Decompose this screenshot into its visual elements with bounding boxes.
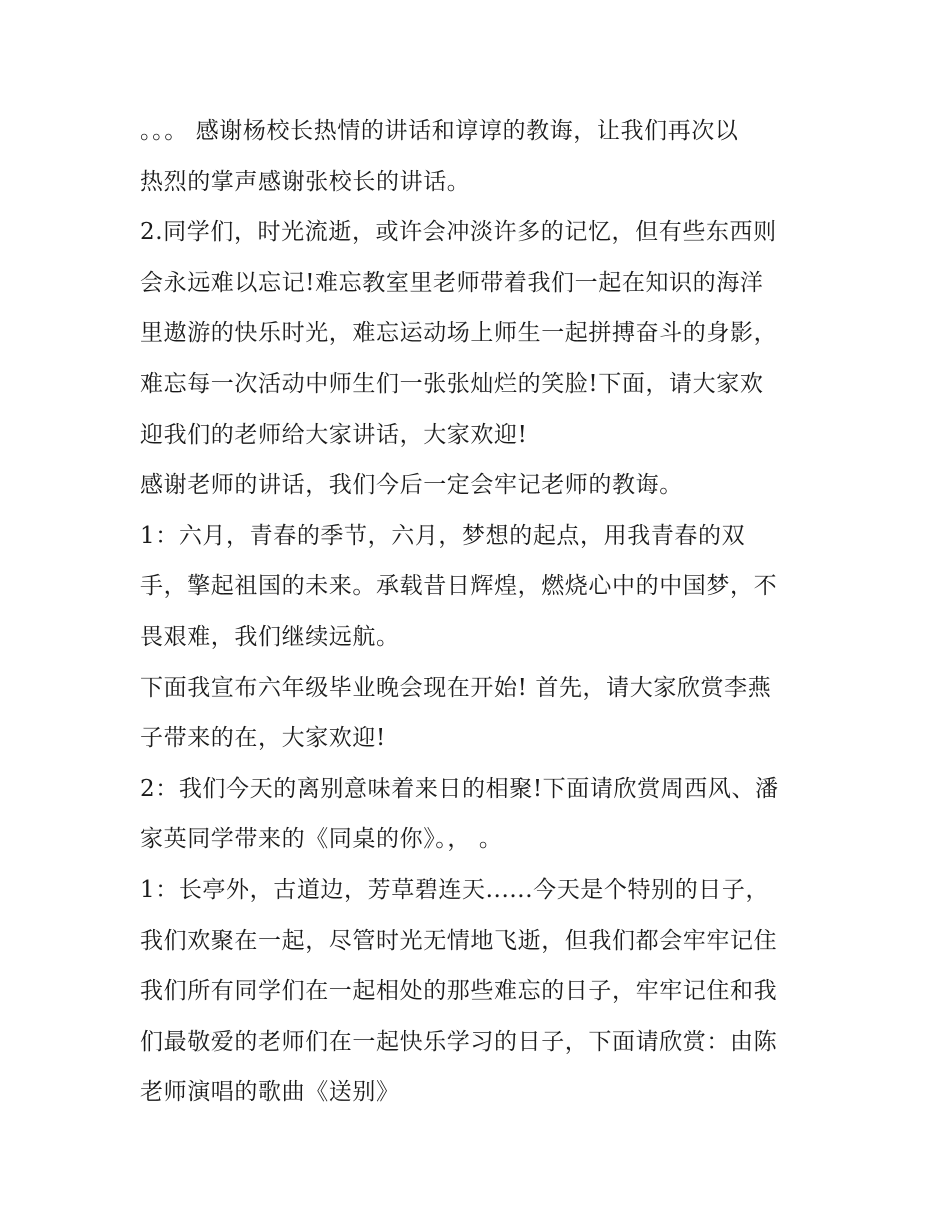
text-line: 会永远难以忘记!难忘教室里老师带着我们一起在知识的海洋 [140, 269, 764, 296]
text-line: 。。。 感谢杨校长热情的讲话和谆谆的教诲，让我们再次以 [140, 118, 739, 144]
text-line: 1：六月，青春的季节，六月，梦想的起点，用我青春的双 [140, 522, 746, 549]
text-line: 畏艰难，我们继续远航。 [140, 623, 400, 650]
text-line: 2.同学们，时光流逝，或许会冲淡许多的记忆，但有些东西则 [140, 219, 777, 246]
text-line: 下面我宣布六年级毕业晚会现在开始! 首先，请大家欣赏李燕 [140, 674, 772, 701]
text-line: 老师演唱的歌曲《送别》 [140, 1079, 400, 1106]
text-line: 里遨游的快乐时光，难忘运动场上师生一起拼搏奋斗的身影， [140, 320, 778, 347]
text-line: 手，擎起祖国的未来。承载昔日辉煌，燃烧心中的中国梦，不 [140, 573, 778, 600]
text-line: 2：我们今天的离别意味着来日的相聚!下面请欣赏周西风、潘 [140, 775, 779, 802]
text-line: 家英同学带来的《同桌的你》。， 。 [140, 826, 503, 853]
text-line: 们最敬爱的老师们在一起快乐学习的日子，下面请欣赏：由陈 [140, 1028, 778, 1055]
text-line: 1：长亭外，古道边，芳草碧连天......今天是个特别的日子， [140, 876, 770, 903]
text-line: 感谢老师的讲话，我们今后一定会牢记老师的教诲。 [140, 472, 683, 499]
text-line: 迎我们的老师给大家讲话，大家欢迎! [140, 421, 528, 448]
text-line: 难忘每一次活动中师生们一张张灿烂的笑脸!下面，请大家欢 [140, 370, 764, 397]
text-line: 我们所有同学们在一起相处的那些难忘的日子，牢牢记住和我 [140, 978, 778, 1005]
text-line: 子带来的在，大家欢迎! [140, 725, 386, 752]
text-line: 热烈的掌声感谢张校长的讲话。 [140, 168, 471, 195]
text-line: 我们欢聚在一起，尽管时光无情地飞逝，但我们都会牢牢记住 [140, 927, 778, 954]
document-body [140, 106, 830, 1118]
